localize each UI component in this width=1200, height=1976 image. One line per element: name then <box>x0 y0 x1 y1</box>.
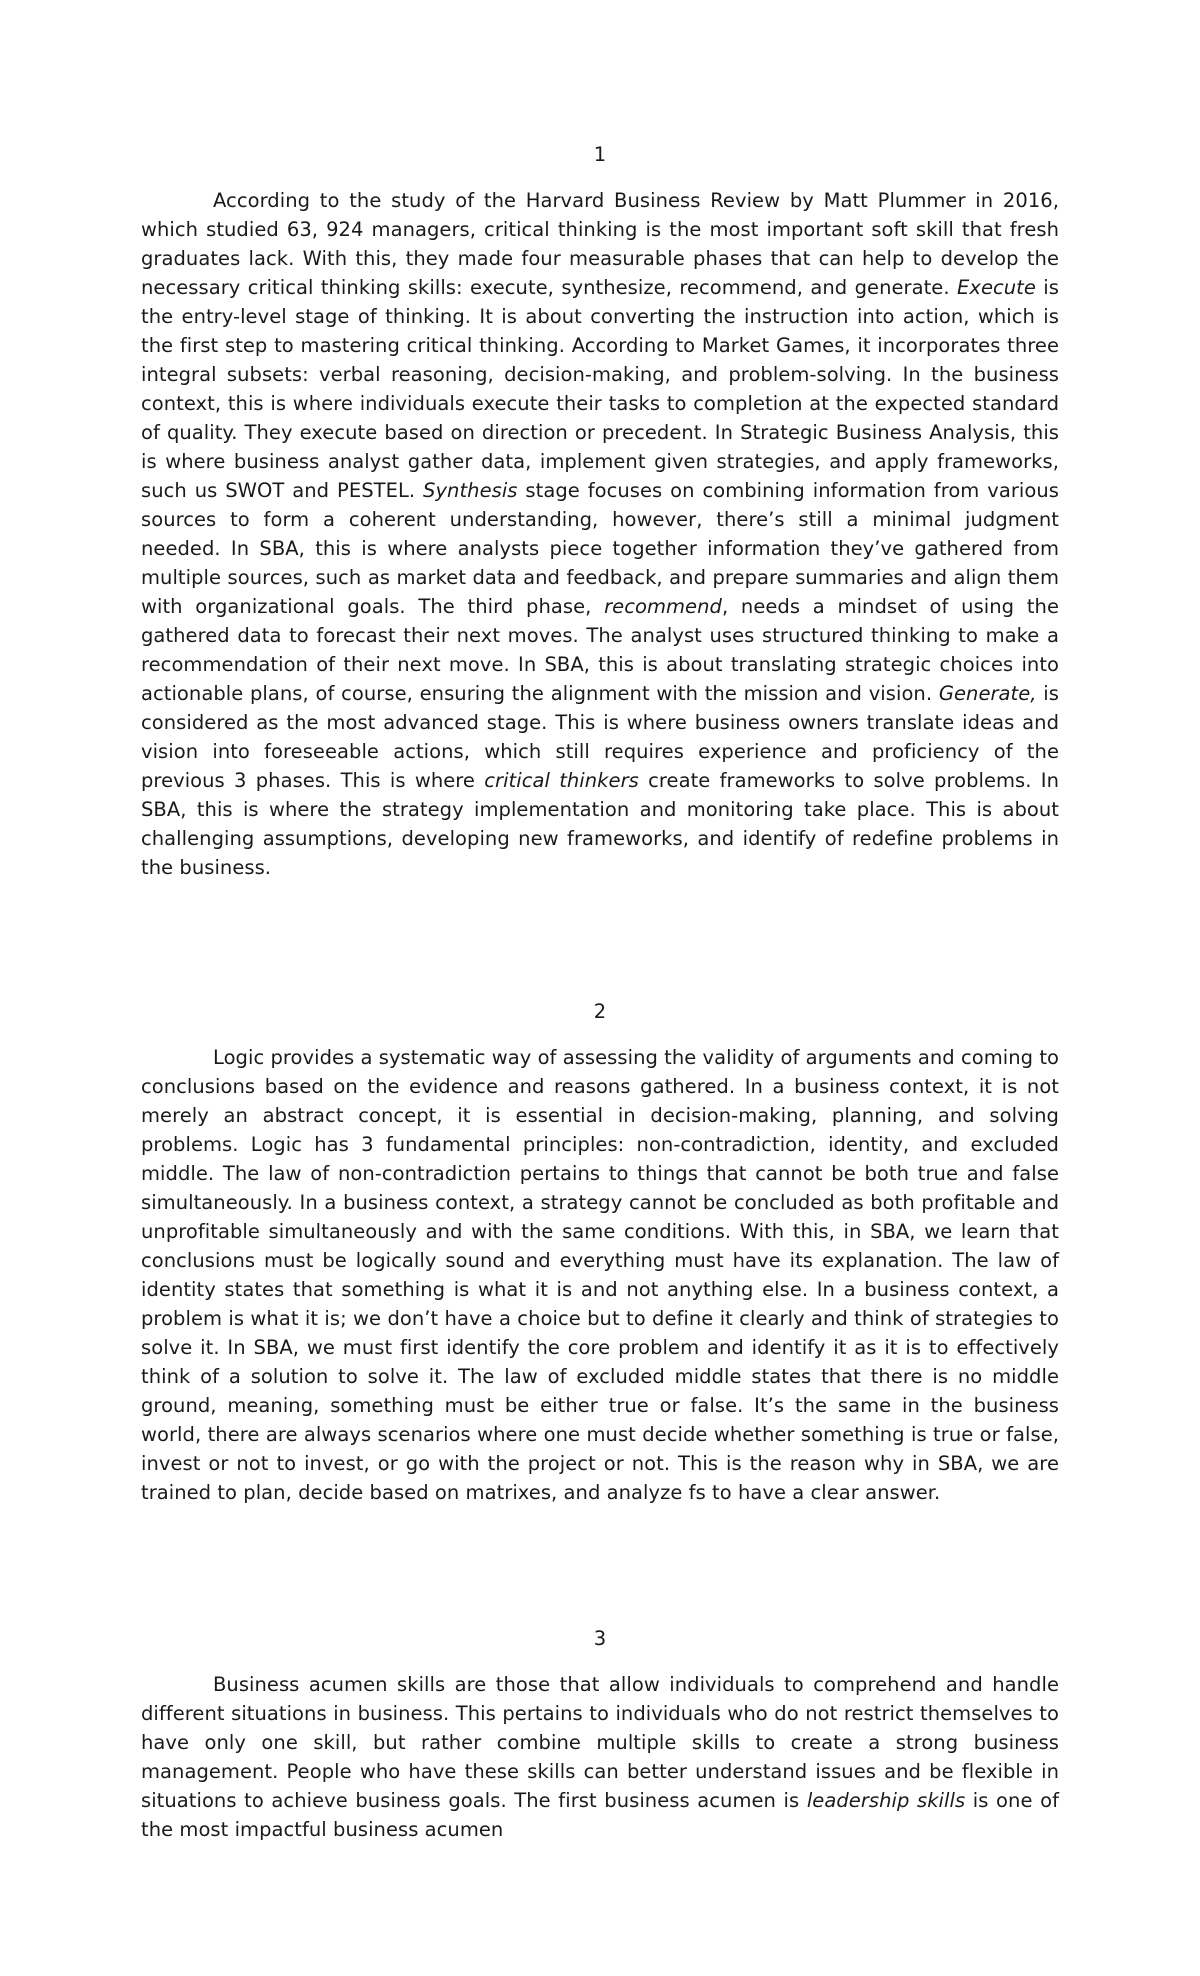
italic-text-run: Execute <box>956 276 1036 299</box>
text-run: stage focuses on combining information from various sources to form a coherent understanding, however, there’s still a minimal judgment needed. In SBA, this is where analysts piece together information they’ve gathered from multiple sources, such as market data and feedback, and prepare summaries and align them with organizational goals. The third phase, <box>141 479 1059 618</box>
italic-text-run: Generate, <box>938 682 1037 705</box>
section-number: 2 <box>593 1000 607 1023</box>
section-number: 3 <box>593 1627 607 1650</box>
section-number: 1 <box>593 143 607 166</box>
text-run: Business acumen skills are those that allow individuals to comprehend and handle different situations in business. This pertains to individuals who do not restrict themselves to have only one skill, but rather combine multiple skills to create a strong business management. People who have these skills can better understand issues and be flexible in situations to achieve business goals. The first business acumen is <box>141 1673 1059 1812</box>
italic-text-run: recommend <box>604 595 722 618</box>
body-paragraph <box>141 1043 1059 1507</box>
text-run: create frameworks to solve problems. In SBA, this is where the strategy implementation and monitoring take place. This is about challenging assumptions, developing new frameworks, and identify of redefine problems in the business. <box>141 769 1059 879</box>
body-paragraph <box>141 186 1059 882</box>
section-2 <box>141 997 1059 1507</box>
section-3 <box>141 1624 1059 1844</box>
section-1 <box>141 140 1059 882</box>
text-run: is considered as the most advanced stage. This is where business owners translate ideas and vision into foreseeable actions, which still requires experience and proficiency of the previous 3 phases. This is where <box>141 682 1059 792</box>
text-run: According to the study of the Harvard Business Review by Matt Plummer in 2016, which studied 63, 924 managers, critical thinking is the most important soft skill that fresh graduates lack. With this, they made four measurable phases that can help to develop the necessary critical thinking skills: execute, synthesize, recommend, and generate. <box>141 189 1059 299</box>
body-paragraph <box>141 1670 1059 1844</box>
italic-text-run: critical thinkers <box>484 769 639 792</box>
italic-text-run: Synthesis <box>423 479 518 502</box>
text-run: Logic provides a systematic way of assessing the validity of arguments and coming to conclusions based on the evidence and reasons gathered. In a business context, it is not merely an abstract concept, it is essential in decision-making, planning, and solving problems. Logic has 3 fundamental principles: non-contradiction, identity, and excluded middle. The law of non-contradiction pertains to things that cannot be both true and false simultaneously. In a business context, a strategy cannot be concluded as both profitable and unprofitable simultaneously and with the same conditions. With this, in SBA, we learn that conclusions must be logically sound and everything must have its explanation. The law of identity states that something is what it is and not anything else. In a business context, a problem is what it is; we don’t have a choice but to define it clearly and think of strategies to solve it. In SBA, we must first identify the core problem and identify it as it is to effectively think of a solution to solve it. The law of excluded middle states that there is no middle ground, meaning, something must be either true or false. It’s the same in the business world, there are always scenarios where one must decide whether something is true or false, invest or not to invest, or go with the project or not. This is the reason why in SBA, we are trained to plan, decide based on matrixes, and analyze fs to have a clear answer. <box>141 1046 1059 1504</box>
text-run: is the entry-level stage of thinking. It is about converting the instruction into action, which is the first step to mastering critical thinking. According to Market Games, it incorporates three integral subsets: verbal reasoning, decision-making, and problem-solving. In the business context, this is where individuals execute their tasks to completion at the expected standard of quality. They execute based on direction or precedent. In Strategic Business Analysis, this is where business analyst gather data, implement given strategies, and apply frameworks, such us SWOT and PESTEL. <box>141 276 1059 502</box>
text-run: , needs a mindset of using the gathered data to forecast their next moves. The analyst uses structured thinking to make a recommendation of their next move. In SBA, this is about translating strategic choices into actionable plans, of course, ensuring the alignment with the mission and vision. <box>141 595 1059 705</box>
text-run: is one of the most impactful business acumen <box>141 1789 1059 1841</box>
italic-text-run: leadership skills <box>806 1789 966 1812</box>
